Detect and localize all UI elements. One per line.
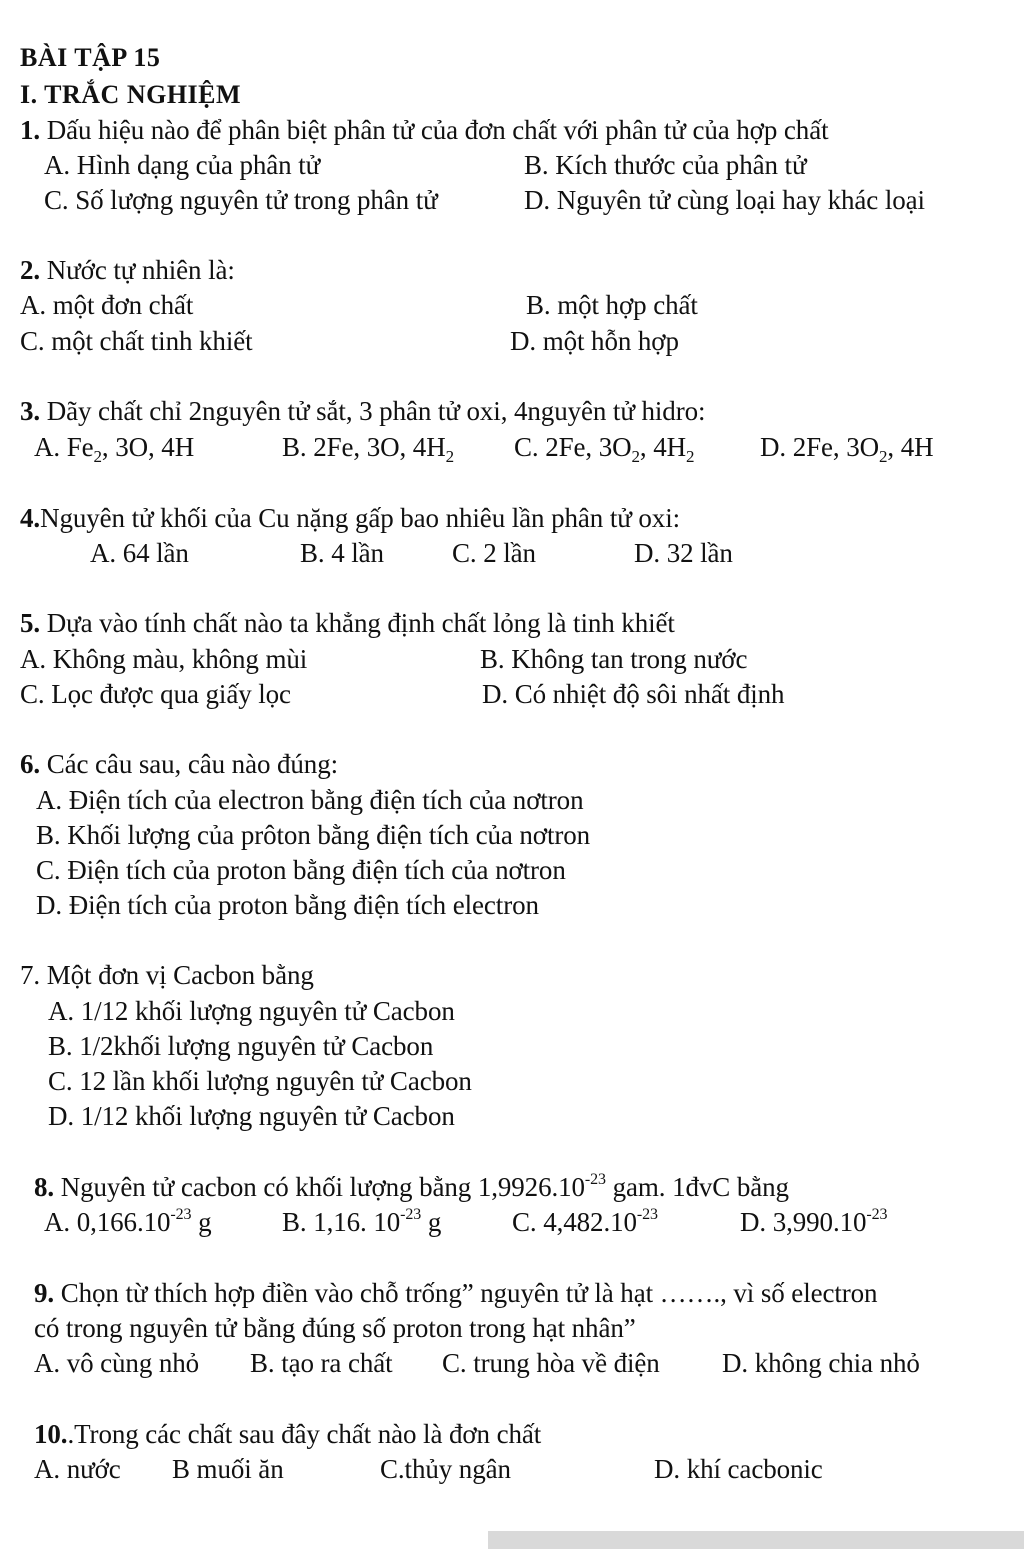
q7-option-b[interactable]: B. 1/2khối lượng nguyên tử Cacbon [48,1031,434,1061]
question-10: 10..Trong các chất sau đây chất nào là đơn chất [34,1419,542,1449]
q4-option-b[interactable]: B. 4 lần [300,538,384,568]
q8-option-a[interactable]: A. $0,166.10^{-23}$ g [44,1206,212,1237]
q6-option-a[interactable]: A. Điện tích của electron bằng điện tích của nơtron [36,785,584,815]
question-2: 2. Nước tự nhiên là: [20,255,235,285]
q2-option-b[interactable]: B. một hợp chất [526,290,698,320]
q8-option-b[interactable]: B. 1,16. $10^{-23}$ g [282,1206,442,1237]
q3-option-a[interactable]: A. $Fe_2$, 3O, 4H [34,432,195,466]
q3-option-c[interactable]: C. 2Fe, $3O_2$, $4H_2$ [514,432,695,466]
q1-option-c[interactable]: C. Số lượng nguyên tử trong phân tử [44,185,438,215]
q8-option-c[interactable]: C. $4,482.10^{-23}$ [512,1206,658,1237]
question-8: 8. Nguyên tử cacbon có khối lượng bằng $1,9926.10^{-23}$ gam. 1đvC bằng [34,1171,789,1202]
q3-option-d[interactable]: D. 2Fe, $3O_2$, 4H [760,432,934,466]
q1-option-a[interactable]: A. Hình dạng của phân tử [44,150,321,180]
q1-option-b[interactable]: B. Kích thước của phân tử [524,150,807,180]
q4-option-a[interactable]: A. 64 lần [90,538,189,568]
q6-option-b[interactable]: B. Khối lượng của prôton bằng điện tích của nơtron [36,820,591,850]
q10-option-b[interactable]: B muối ăn [172,1454,284,1484]
worksheet-title: BÀI TẬP 15 [20,43,161,72]
q7-option-a[interactable]: A. 1/12 khối lượng nguyên tử Cacbon [48,996,455,1026]
q5-option-a[interactable]: A. Không màu, không mùi [20,644,308,674]
q2-option-a[interactable]: A. một đơn chất [20,290,194,320]
question-5: 5. Dựa vào tính chất nào ta khẳng định chất lỏng là tinh khiết [20,608,675,638]
q1-option-d[interactable]: D. Nguyên tử cùng loại hay khác loại [524,185,925,215]
bottom-watermark-strip [488,1531,1024,1549]
question-7: 7. Một đơn vị Cacbon bằng [20,960,314,990]
question-9-line-1: 9. Chọn từ thích hợp điền vào chỗ trống” nguyên tử là hạt ……., vì số electron [34,1278,878,1308]
q10-option-a[interactable]: A. nước [34,1454,121,1484]
q6-option-c[interactable]: C. Điện tích của proton bằng điện tích của nơtron [36,855,566,885]
q9-option-a[interactable]: A. vô cùng nhỏ [34,1348,200,1378]
q2-option-d[interactable]: D. một hỗn hợp [510,326,679,356]
q2-option-c[interactable]: C. một chất tinh khiết [20,326,253,356]
q9-option-b[interactable]: B. tạo ra chất [250,1348,393,1378]
q6-option-d[interactable]: D. Điện tích của proton bằng điện tích electron [36,890,539,920]
question-9-line-2: có trong nguyên tử bằng đúng số proton trong hạt nhân” [34,1313,636,1343]
q9-option-d[interactable]: D. không chia nhỏ [722,1348,920,1378]
q7-option-d[interactable]: D. 1/12 khối lượng nguyên tử Cacbon [48,1101,455,1131]
q10-option-d[interactable]: D. khí cacbonic [654,1454,823,1484]
question-4: 4.Nguyên tử khối của Cu nặng gấp bao nhiêu lần phân tử oxi: [20,503,681,533]
question-1: 1. Dấu hiệu nào để phân biệt phân tử của đơn chất với phân tử của hợp chất [20,115,829,145]
q10-option-c[interactable]: C.thủy ngân [380,1454,511,1484]
q4-option-d[interactable]: D. 32 lần [634,538,733,568]
q5-option-d[interactable]: D. Có nhiệt độ sôi nhất định [482,679,785,709]
q9-option-c[interactable]: C. trung hòa về điện [442,1348,660,1378]
section-heading: I. TRẮC NGHIỆM [20,80,242,109]
question-3: 3. Dãy chất chỉ 2nguyên tử sắt, 3 phân tử oxi, 4nguyên tử hidro: [20,396,706,426]
q5-option-b[interactable]: B. Không tan trong nước [480,644,748,674]
q7-option-c[interactable]: C. 12 lần khối lượng nguyên tử Cacbon [48,1066,472,1096]
question-6: 6. Các câu sau, câu nào đúng: [20,749,339,779]
q8-option-d[interactable]: D. $3,990.10^{-23}$ [740,1206,888,1237]
q4-option-c[interactable]: C. 2 lần [452,538,536,568]
q5-option-c[interactable]: C. Lọc được qua giấy lọc [20,679,291,709]
q3-option-b[interactable]: B. 2Fe, 3O, $4H_2$ [282,432,455,466]
